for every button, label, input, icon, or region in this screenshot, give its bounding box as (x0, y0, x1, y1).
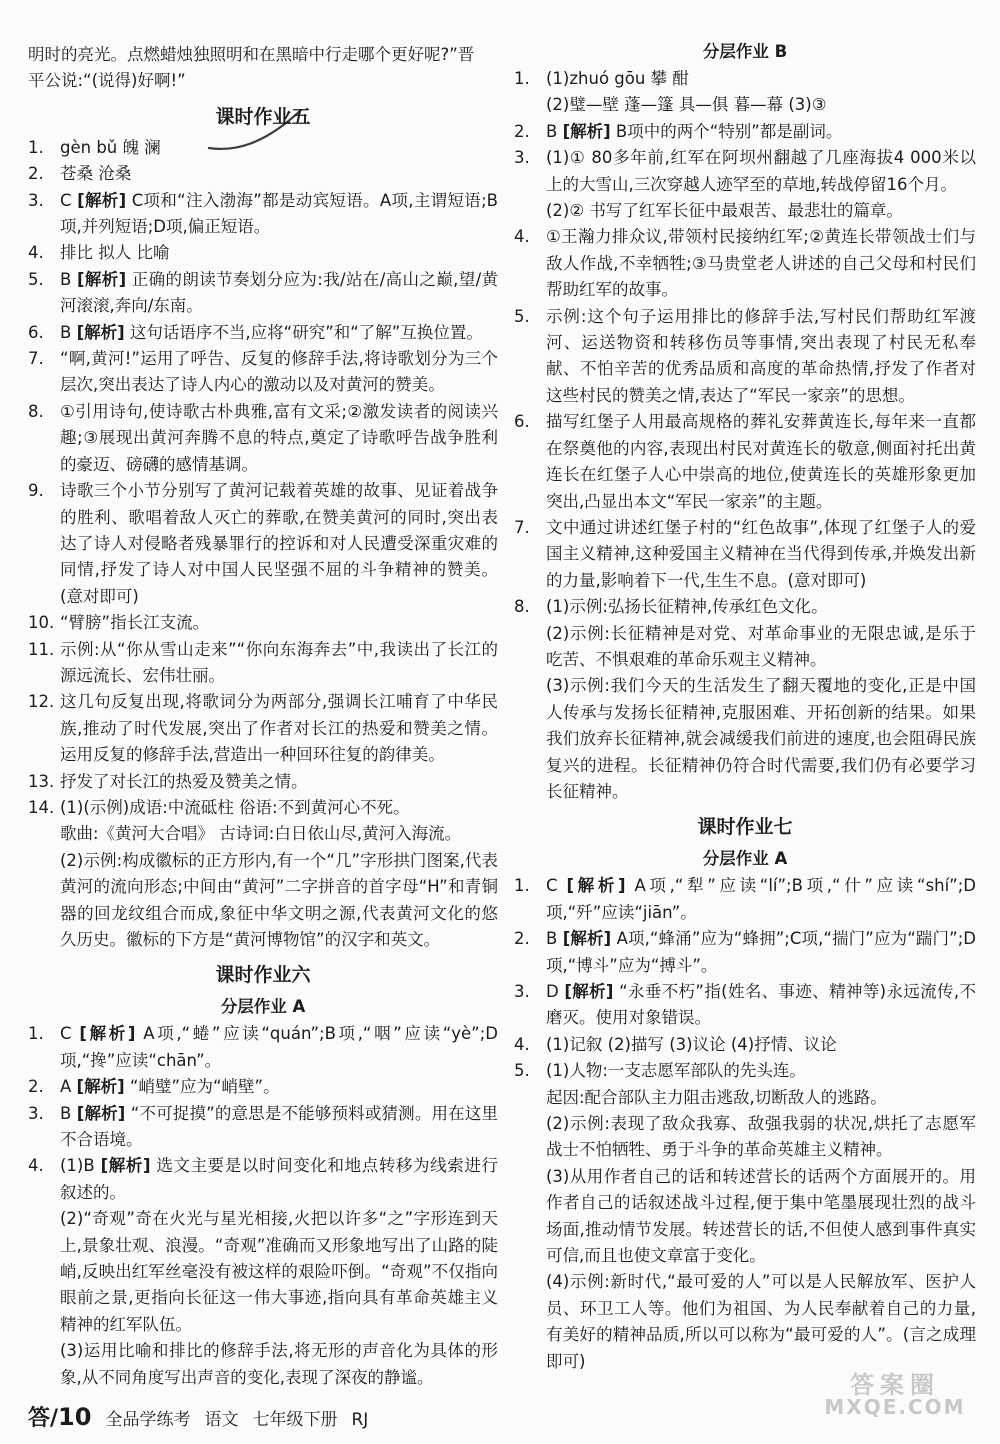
item-text: 这句话语序不当,应将“研究”和“了解”互换位置。 (129, 322, 483, 342)
item-number: 2. (28, 1077, 44, 1097)
page-number: 10 (58, 1403, 92, 1431)
s7-item5-part3: (2)示例:表现了敌众我寡、敌强我弱的状况,烘托了志愿军战士不怕牺牲、勇于斗争的革命英雄主义精神。 (546, 1114, 976, 1160)
answer-choice: B (546, 929, 563, 949)
item-text: A项,“蜷”应读“quán”;B项,“咽”应读“yè”;D项,“搀”应读“chān”。 (60, 1024, 498, 1070)
answer-item (514, 66, 976, 92)
analysis-tag: [解析] (79, 1024, 136, 1044)
watermark-logo (800, 1371, 990, 1440)
item-text: 正确的朗读节奏划分应为:我/站在/高山之巅,望/黄河滚滚,奔向/东南。 (60, 269, 498, 316)
answer-item (28, 689, 498, 768)
right-column (514, 42, 976, 1375)
item-number: 2. (514, 929, 530, 949)
section7-items (514, 873, 976, 1084)
answer-item (514, 926, 976, 979)
answer-item (28, 795, 498, 821)
item-number: 13. (28, 771, 55, 791)
item-text: “峭璧”应为“峭壁”。 (129, 1077, 280, 1097)
item-text: “啊,黄河!”运用了呼告、反复的修辞手法,将诗歌划分为三个层次,突出表达了诗人内心的激动以及对黄河的赞美。 (60, 349, 498, 395)
section-heading-6: 课时作业六 (215, 964, 311, 987)
s7-item5-part2: 起因:配合部队主力阻击逃敌,切断敌人的逃路。 (546, 1087, 887, 1107)
item-text: ①引用诗句,使诗歌古朴典雅,富有文采;②激发读者的阅读兴趣;③展现出黄河奔腾不息的特点,奠定了诗歌呼告战争胜利的豪迈、磅礴的感情基调。 (60, 401, 498, 474)
book-title: 全品学练考 (105, 1410, 191, 1430)
answer-choice: B (60, 1103, 77, 1123)
section-heading-7: 课时作业七 (697, 816, 793, 839)
answer-item (28, 610, 498, 636)
answer-item (28, 769, 498, 795)
watermark-line-2: MXQE.COM (824, 1395, 966, 1419)
section6-subheading-a: 分层作业 A (220, 997, 306, 1017)
answer-item (28, 161, 498, 187)
item-text: 选文主要是以时间变化和地点转移为线索进行叙述的。 (60, 1156, 498, 1202)
s6b-item8-part3: (3)示例:我们今天的生活发生了翻天覆地的变化,正是中国人传承与发扬长征精神,克服困难、开拓创新的结果。如果我们放弃长征精神,就会减缓我们前进的速度,也会阻碍民族复兴的进程。长征精神仍符合时代需要,我们仍有必要学习长征精神。 (546, 676, 976, 801)
section6-subheading-b: 分层作业 B (702, 42, 788, 61)
answer-item (28, 637, 498, 690)
item-number: 1. (514, 876, 530, 896)
item-text: 示例:从“你从雪山走来”“你向东海奔去”中,我读出了长江的源远流长、宏伟壮丽。 (60, 639, 498, 685)
section6-items (28, 1021, 498, 1206)
analysis-tag: [解析] (76, 269, 127, 289)
item-text: 描写红堡子人用最高规格的葬礼安葬黄连长,每年来一直都在祭奠他的内容,表现出村民对黄连长的敬意,侧面衬托出黄连长在红堡子人心中崇高的地位,使黄连长的英雄形象更加突出,凸显出本文“军民一家亲”的主题。 (546, 412, 976, 511)
answer-item (514, 979, 976, 1032)
item-number: 3. (514, 148, 530, 168)
item-number: 14. (28, 797, 55, 817)
analysis-tag: [解析] (100, 1156, 151, 1176)
item-number: 6. (28, 322, 44, 342)
item-number: 9. (28, 481, 44, 501)
analysis-tag: [解析] (562, 929, 612, 949)
item-number: 10. (28, 613, 55, 633)
item-text: (1)① 80多年前,红军在阿坝州翻越了几座海拔4 000米以上的大雪山,三次穿越人迹罕至的草地,转战停留16个月。 (546, 148, 976, 194)
answer-choice: C (546, 876, 567, 896)
item-text: (1)记叙 (2)描写 (3)议论 (4)抒情、议论 (546, 1034, 837, 1054)
s7-item5-part4: (3)从用作者自己的话和转述营长的话两个方面展开的。用作者自己的话叙述战斗过程,便于集中笔墨展现壮烈的战斗场面,推动情节发展。转述营长的话,不但使人感到事件真实可信,而且也使文章富于变化。 (546, 1166, 976, 1266)
analysis-tag: [解析] (562, 121, 611, 141)
item-text: A项,“犁”应读“lí”;B项,“什”应读“shí”;D项,“歼”应读“jiān”。 (546, 876, 976, 922)
intro-line-2: 平公说:“(说得)好啊!” (28, 71, 186, 91)
section-heading-5: 课时作业五 (215, 105, 311, 128)
item-text: 这几句反复出现,将歌词分为两部分,强调长江哺育了中华民族,推动了时代发展,突出了作者对长江的热爱和赞美之情。运用反复的修辞手法,营造出一种回环往复的韵律美。 (60, 692, 498, 765)
item-number: 4. (514, 227, 530, 247)
answer-item (28, 320, 498, 346)
s6b-item8-part2: (2)示例:长征精神是对党、对革命事业的无限忠诚,是乐于吃苦、不惧艰难的革命乐观主义精神。 (546, 623, 976, 669)
answer-item (28, 1021, 498, 1074)
item-text: gèn bǔ 魄 澜 (60, 137, 161, 157)
answer-item (514, 304, 976, 410)
section6b-items-2 (514, 119, 976, 198)
answer-choice: B (546, 121, 563, 141)
item-text: ①王瀚力排众议,带领村民接纳红军;②黄连长带领战士们与敌人作战,不幸牺牲;③马贵堂老人讲述的自己父母和村民们帮助红军的故事。 (546, 227, 976, 300)
s7-item5-part5: (4)示例:新时代,“最可爱的人”可以是人民解放军、医护人员、环卫工人等。他们为祖国、为人民奉献着自己的力量,有美好的精神品质,所以可以称为“最可爱的人”。(言之成理即可) (546, 1272, 976, 1371)
answer-item (514, 1058, 976, 1084)
item-number: 6. (514, 412, 530, 432)
item-number: 5. (514, 1061, 530, 1081)
section6b-items-3 (514, 224, 976, 620)
item-text: “臂膀”指长江支流。 (60, 613, 210, 633)
item-number: 4. (514, 1034, 530, 1054)
item-text: 抒发了对长江的热爱及赞美之情。 (60, 771, 308, 791)
section7-subheading-a: 分层作业 A (702, 849, 788, 869)
answer-item (514, 224, 976, 303)
answer-item (514, 1032, 976, 1058)
answer-item (28, 188, 498, 241)
s6-item4-part3: (3)运用比喻和排比的修辞手法,将无形的声音化为具体的形象,从不同角度写出声音的变化,表现了深夜的静谧。 (60, 1341, 498, 1387)
answer-choice: A (60, 1077, 77, 1097)
item-text: 示例:这个句子运用排比的修辞手法,写村民们帮助红军渡河、运送物资和转移伤员等事情,突出表现了村民无私奉献、不怕辛苦的优秀品质和高度的革命热情,抒发了作者对这些村民的赞美之情,表达了“军民一家亲”的思想。 (546, 306, 976, 405)
watermark-line-1: 答案圈 (850, 1371, 940, 1399)
item-text: (1)示例:弘扬长征精神,传承红色文化。 (546, 597, 828, 617)
answer-item (28, 478, 498, 610)
s6b-item1-part2: (2)璧—壁 蓬—篷 具—俱 暮—幕 (3)③ (546, 95, 827, 115)
item-number: 5. (514, 306, 530, 326)
item-text: “不可捉摸”的意思是不能够预料或猜测。用在这里不合语境。 (60, 1103, 498, 1150)
answer-choice: C (60, 190, 78, 210)
item-text: 排比 拟人 比喻 (60, 243, 170, 263)
grade: 七年级下册 (252, 1410, 338, 1430)
item-text: “永垂不朽”指(姓名、事迹、精神等)永远流传,不磨灭。使用对象错误。 (546, 982, 976, 1028)
analysis-tag: [解析] (76, 1077, 125, 1097)
item-text: 苍桑 沧桑 (60, 164, 132, 184)
item-number: 2. (28, 164, 44, 184)
s6b-item3-part2: (2)② 书写了红军长征中最艰苦、最悲壮的篇章。 (546, 201, 903, 221)
item-text: A项,“蜂涌”应为“蜂拥”;C项,“揣门”应为“踹门”;D项,“博斗”应为“搏斗”。 (546, 929, 976, 975)
analysis-tag: [解析] (76, 322, 125, 342)
answer-choice: C (60, 1024, 80, 1044)
item-number: 3. (514, 982, 530, 1001)
item-number: 11. (28, 639, 55, 659)
answer-item (28, 399, 498, 478)
answer-choice: B (60, 322, 77, 342)
answer-item (514, 873, 976, 926)
intro-line-1: 明时的亮光。点燃蜡烛独照明和在黑暗中行走哪个更好呢?”晋 (28, 45, 475, 64)
answer-item (514, 409, 976, 515)
item-number: 1. (28, 137, 44, 157)
answer-item (28, 135, 498, 161)
answer-item (28, 1101, 498, 1154)
item-number: 4. (28, 243, 44, 263)
analysis-tag: [解析] (564, 982, 614, 1001)
item-text: (1)人物:一支志愿军部队的先头连。 (546, 1061, 806, 1081)
item-number: 8. (514, 597, 530, 617)
answer-item (514, 145, 976, 198)
page-footer (28, 1402, 368, 1435)
answer-item (514, 515, 976, 594)
section5-items (28, 135, 498, 822)
subject: 语文 (204, 1410, 239, 1430)
answer-item (514, 594, 976, 620)
answer-choice: (1)B (60, 1156, 101, 1176)
answer-item (28, 1153, 498, 1206)
item14-line-3: (2)示例:构成徽标的正方形内,有一个“几”字形拱门图案,代表黄河的流向形态;中间由“黄河”二字拼音的首字母“H”和青铜器的回龙纹组合而成,象征中华文明之源,代表黄河文化的悠久历史。徽标的下方是“黄河博物馆”的汉字和英文。 (60, 850, 498, 949)
item-number: 3. (28, 190, 44, 210)
item-text: (1)zhuó gōu 攀 酣 (546, 69, 689, 88)
item-text: B项中的两个“特别”都是副词。 (615, 121, 843, 141)
item-text: C项和“注入渤海”都是动宾短语。A项,主谓短语;B项,并列短语;D项,偏正短语。 (60, 190, 498, 237)
item-number: 1. (514, 69, 530, 88)
item-number: 2. (514, 121, 530, 141)
analysis-tag: [解析] (77, 190, 127, 210)
item-number: 12. (28, 692, 55, 712)
answer-choice: D (546, 982, 565, 1001)
item14-line-2: 歌曲:《黄河大合唱》 古诗词:白日依山尽,黄河入海流。 (60, 824, 462, 844)
answer-item (28, 267, 498, 320)
answer-item (28, 240, 498, 266)
item-number: 3. (28, 1103, 44, 1123)
left-column (28, 42, 498, 1391)
analysis-tag: [解析] (76, 1103, 126, 1123)
item-number: 7. (514, 517, 530, 537)
answer-choice: B (60, 269, 77, 289)
item-text: 文中通过讲述红堡子村的“红色故事”,体现了红堡子人的爱国主义精神,这种爱国主义精神在当代得到传承,并焕发出新的力量,影响着下一代,生生不息。(意对即可) (546, 517, 976, 590)
item-text: 诗歌三个小节分别写了黄河记载着英雄的故事、见证着战争的胜利、歌唱着敌人灭亡的葬歌,在赞美黄河的同时,突出表达了诗人对侵略者残暴罪行的控诉和对人民遭受深重灾难的同情,抒发了诗人对中国人民坚强不屈的斗争精神的赞美。(意对即可) (60, 481, 498, 606)
page-number-label (28, 1402, 91, 1434)
s6-item4-part2: (2)“奇观”奇在火光与星光相接,火把以许多“之”字形连到天上,景象壮观、浪漫。“奇观”准确而又形象地写出了山路的陡峭,反映出红军丝毫没有被这样的艰险吓倒。“奇观”不仅指向眼前之景,更指向长征这一伟大事迹,指向具有革命英雄主义精神的红军队伍。 (60, 1209, 498, 1334)
item-number: 5. (28, 269, 44, 289)
answer-item (28, 1074, 498, 1100)
page-prefix: 答/ (28, 1406, 59, 1431)
item-number: 8. (28, 401, 44, 421)
section6b-items-1 (514, 66, 976, 92)
item-number: 7. (28, 349, 44, 369)
item-number: 1. (28, 1024, 44, 1044)
analysis-tag: [解析] (566, 876, 626, 896)
edition: RJ (351, 1410, 369, 1430)
answer-item (28, 346, 498, 399)
item-number: 4. (28, 1156, 44, 1176)
item-text: (1)(示例)成语:中流砥柱 俗语:不到黄河心不死。 (60, 797, 410, 817)
answer-item (514, 119, 976, 145)
